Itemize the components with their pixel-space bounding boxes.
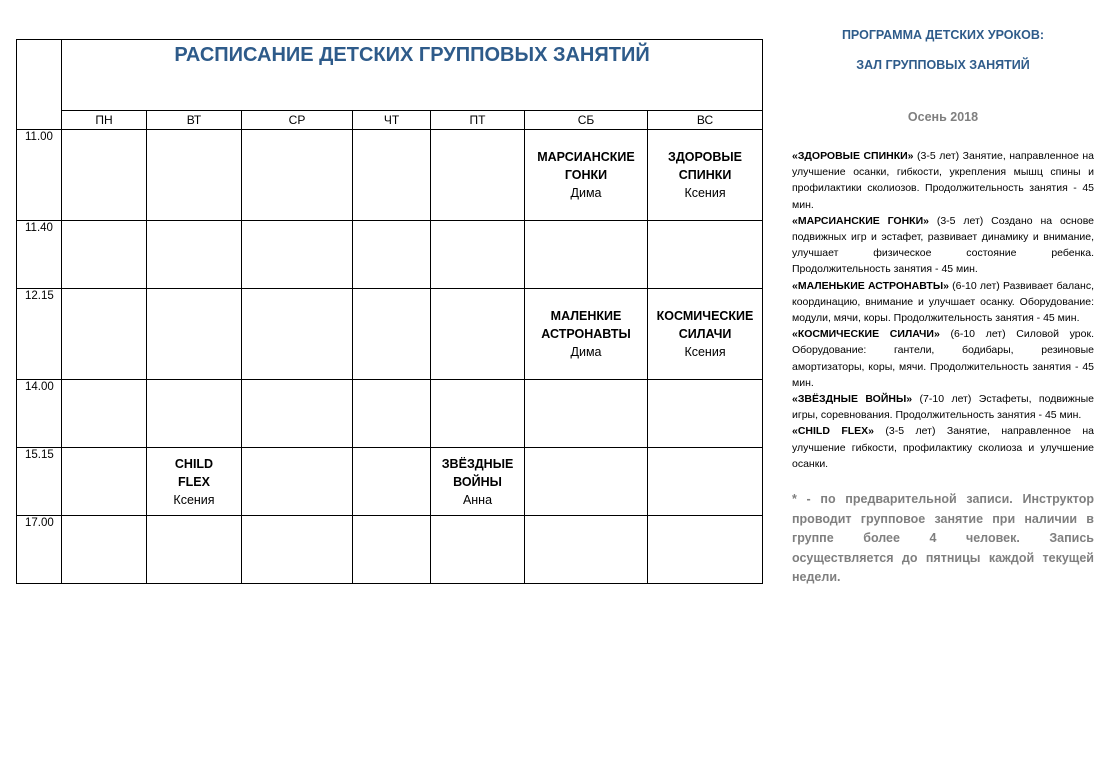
day-header: ВС (648, 111, 763, 130)
program-text: (6-10 лет) Развивает баланс, координацию, внимание и улучшает осанку. Оборудование: модули, мячи, коры. Продолжительность занятия - 45 мин. (792, 279, 1094, 325)
schedule-slot (147, 130, 242, 221)
program-text: (3-5 лет) Создано на основе подвижных игр и эстафет, развивает динамику и внимание, улучшает физическое состояние ребенка. Продолжительность занятия - 45 мин. (792, 214, 1094, 276)
program-panel (792, 24, 1094, 588)
schedule-slot (648, 289, 763, 380)
day-header: СБ (525, 111, 648, 130)
schedule-slot (431, 448, 525, 516)
schedule-slot (648, 221, 763, 289)
time-label: 14.00 (17, 380, 62, 448)
trainer-name: Ксения (684, 345, 726, 359)
schedule-slot (431, 516, 525, 584)
booking-note: * - по предварительной записи. Инструктор проводит групповое занятие при наличии в группе более 4 человек. Запись осуществляется до пятницы каждой текущей недели. (792, 492, 1094, 585)
trainer-name: Ксения (684, 186, 726, 200)
time-label: 11.40 (17, 221, 62, 289)
schedule-slot (353, 289, 431, 380)
program-text: (3-5 лет) Занятие, направленное на улучшение осанки, гибкости, укрепления мышц спины и профилактики сколиозов. Продолжительность занятия - 45 мин. (792, 150, 1094, 211)
trainer-name: Дима (570, 345, 602, 359)
program-item (792, 148, 1094, 213)
program-name: «CHILD FLEX» (792, 425, 875, 438)
schedule-slot (242, 380, 353, 448)
time-label: 12.15 (17, 289, 62, 380)
corner-cell (17, 40, 62, 130)
schedule-slot (353, 221, 431, 289)
schedule-row (17, 516, 763, 584)
schedule-slot (147, 221, 242, 289)
schedule-slot (353, 516, 431, 584)
schedule-slot (353, 380, 431, 448)
day-header: ПН (62, 111, 147, 130)
class-name: ЗДОРОВЫЕ (668, 150, 743, 164)
schedule-body (17, 130, 763, 584)
schedule-slot (525, 130, 648, 221)
schedule-slot (353, 448, 431, 516)
class-name: ВОЙНЫ (453, 474, 502, 489)
schedule-slot (525, 516, 648, 584)
class-name: МАЛЕНКИЕ (550, 309, 622, 323)
trainer-name: Анна (462, 492, 493, 507)
schedule-title: РАСПИСАНИЕ ДЕТСКИХ ГРУППОВЫХ ЗАНЯТИЙ (62, 40, 763, 111)
schedule-row (17, 221, 763, 289)
schedule-slot (62, 516, 147, 584)
time-label: 11.00 (17, 130, 62, 221)
schedule-slot (648, 380, 763, 448)
day-header: ВТ (147, 111, 242, 130)
schedule-slot (62, 130, 147, 221)
schedule-slot (242, 289, 353, 380)
schedule-slot (62, 289, 147, 380)
schedule-slot (147, 516, 242, 584)
schedule-slot (525, 289, 648, 380)
class-name: FLEX (178, 474, 210, 489)
schedule-slot (147, 289, 242, 380)
schedule-slot (431, 130, 525, 221)
trainer-name: Дима (570, 186, 602, 200)
schedule-table (16, 39, 763, 584)
time-label: 17.00 (17, 516, 62, 584)
schedule-slot (648, 448, 763, 516)
program-name: «ЗВЁЗДНЫЕ ВОЙНЫ» (792, 393, 913, 406)
program-descriptions (792, 148, 1094, 472)
program-item (792, 326, 1094, 391)
schedule-slot (431, 380, 525, 448)
schedule-row (17, 448, 763, 516)
day-header: ПТ (431, 111, 525, 130)
class-name: СПИНКИ (678, 168, 732, 182)
program-text: (3-5 лет) Занятие, направленное на улучшение гибкости, профилактику сколиоза и улучшение осанки. (792, 425, 1094, 470)
schedule-slot (431, 289, 525, 380)
class-name: ЗВЁЗДНЫЕ (441, 456, 514, 471)
program-item (792, 391, 1094, 423)
schedule-slot (147, 448, 242, 516)
schedule-slot (62, 448, 147, 516)
class-name: АСТРОНАВТЫ (541, 327, 631, 341)
program-item (792, 278, 1094, 327)
schedule-slot (242, 130, 353, 221)
class-name: МАРСИАНСКИЕ (537, 150, 635, 164)
program-name: «МАРСИАНСКИЕ ГОНКИ» (792, 214, 929, 227)
schedule-slot (525, 221, 648, 289)
schedule-slot (431, 221, 525, 289)
schedule-slot (525, 380, 648, 448)
schedule-slot (62, 221, 147, 289)
schedule-slot (648, 516, 763, 584)
class-name: ГОНКИ (564, 168, 608, 182)
time-label: 15.15 (17, 448, 62, 516)
schedule-slot (353, 130, 431, 221)
program-name: «МАЛЕНЬКИЕ АСТРОНАВТЫ» (792, 279, 949, 292)
schedule-slot (242, 516, 353, 584)
schedule-slot (525, 448, 648, 516)
schedule-row (17, 130, 763, 221)
panel-heading: ПРОГРАММА ДЕТСКИХ УРОКОВ: (841, 28, 1045, 42)
schedule-slot (648, 130, 763, 221)
trainer-name: Ксения (173, 492, 215, 507)
class-name: КОСМИЧЕСКИЕ (656, 309, 754, 323)
program-text: (7-10 лет) Эстафеты, подвижные игры, соревнования. Продолжительность занятия - 45 мин. (792, 393, 1094, 422)
panel-subheading: ЗАЛ ГРУППОВЫХ ЗАНЯТИЙ (856, 58, 1030, 72)
class-name: СИЛАЧИ (678, 327, 732, 341)
program-text: (6-10 лет) Силовой урок. Оборудование: гантели, бодибары, резиновые амортизаторы, коры, мячи. Продолжительность занятия - 45 мин. (792, 328, 1094, 389)
day-header: ЧТ (353, 111, 431, 130)
schedule-slot (147, 380, 242, 448)
day-header: СР (242, 111, 353, 130)
program-name: «ЗДОРОВЫЕ СПИНКИ» (792, 150, 914, 162)
schedule-row (17, 380, 763, 448)
class-name: CHILD (174, 456, 214, 471)
program-item (792, 423, 1094, 472)
schedule-slot (242, 221, 353, 289)
schedule-slot (62, 380, 147, 448)
days-header-row (17, 111, 763, 130)
schedule-row (17, 289, 763, 380)
program-name: «КОСМИЧЕСКИЕ СИЛАЧИ» (792, 328, 940, 341)
schedule-slot (242, 448, 353, 516)
program-item (792, 213, 1094, 278)
season-label: Осень 2018 (907, 110, 979, 124)
